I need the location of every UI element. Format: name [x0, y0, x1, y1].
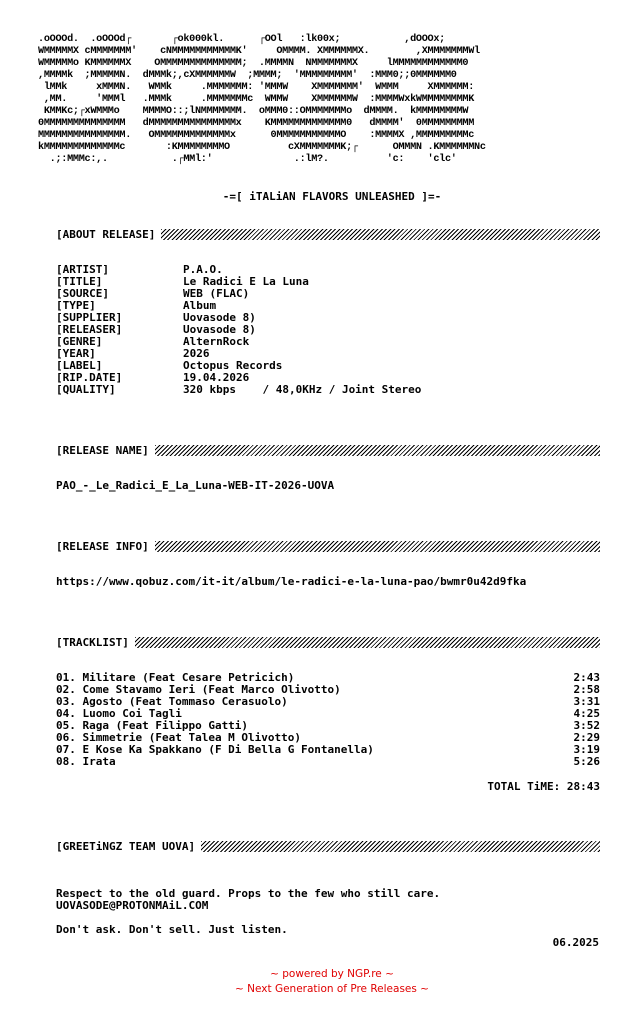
- greetings-line: Respect to the old guard. Props to the few who still care.: [56, 887, 441, 900]
- detail-value: Le Radici E La Luna: [183, 275, 309, 288]
- release-date: 06.2025: [552, 936, 599, 949]
- track-duration: 2:43: [573, 671, 600, 684]
- detail-key: [TITLE]: [56, 275, 103, 288]
- hatch-divider: [135, 637, 600, 648]
- track-row: [56, 756, 600, 768]
- detail-value: AlternRock: [183, 335, 250, 348]
- greetings-line: Don't ask. Don't sell. Just listen.: [56, 923, 288, 936]
- track-row: [56, 744, 600, 756]
- detail-value: 320 kbps / 48,0KHz / Joint Stereo: [183, 383, 422, 396]
- detail-value: Uovasode 8): [183, 323, 256, 336]
- track-duration: 3:31: [573, 695, 600, 708]
- track-duration: 2:29: [573, 731, 600, 744]
- detail-key: [SOURCE]: [56, 287, 109, 300]
- hatch-divider: [201, 841, 600, 852]
- track-duration: 5:26: [573, 755, 600, 768]
- detail-key: [GENRE]: [56, 335, 103, 348]
- section-header-release-name: [56, 443, 600, 457]
- track-title: 07. E Kose Ka Spakkano (F Di Bella G Fontanella): [56, 743, 374, 756]
- track-title: 03. Agosto (Feat Tommaso Cerasuolo): [56, 695, 288, 708]
- detail-key: [RIP.DATE]: [56, 371, 123, 384]
- section-header-greetings: [56, 839, 600, 853]
- track-duration: 3:19: [573, 743, 600, 756]
- detail-key: [SUPPLIER]: [56, 311, 123, 324]
- section-header-tracklist: [56, 635, 600, 649]
- release-name-value: PAO_-_Le_Radici_E_La_Luna-WEB-IT-2026-UOVA: [56, 479, 335, 492]
- section-title-release-info: [RELEASE INFO]: [56, 539, 149, 553]
- section-title-greetings: [GREETiNGZ TEAM UOVA]: [56, 839, 196, 853]
- release-info-link[interactable]: https://www.qobuz.com/it-it/album/le-radici-e-la-luna-pao/bwmr0u42d9fka: [56, 575, 527, 588]
- track-title: 01. Militare (Feat Cesare Petricich): [56, 671, 295, 684]
- detail-value: 19.04.2026: [183, 371, 250, 384]
- footer-tagline: ~ Next Generation of Pre Releases ~: [235, 983, 429, 995]
- track-duration: 4:25: [573, 707, 600, 720]
- track-duration: 3:52: [573, 719, 600, 732]
- detail-key: [ARTIST]: [56, 263, 109, 276]
- ascii-art-logo: .oOOOd. .oOOOd┌ ┌ok000kl. ┌OOl :lk00x; ,dOOOx; WMMMMMX cMMMMMMM' cNMMMMMMMMMMMK' OMMMM. XMMMMMMX. ,XMMMMMMMWl WMMMMMo KMMMMMMX OMMMMMMMMMMMMMM; .MMMMN NMMMMMMMX lMMMMMMMMMMMM0 ,MMMMk ;MMMMMN. dMMMk;,cXMMMMMMW ;MMMM; 'MMMMMMMMM' :MMM0;;0MMMMMM0 lMMk xMMMN. WMMk .MMMMMMM: 'MMMW XMMMMMMM' WMMM XMMMMMM: ,MM. 'MMMl .MMMk .MMMMMMMc WMMW XMMMMMMW :MMMMWxkWMMMMMMMMK KMMKc;┌xWMMMo MMMMO::;lNMMMMMMM. oMMM0::OMMMMMMMo dMMMM. kMMMMMMMMW 0MMMMMMMMMMMMMM dMMMMMMMMMMMMMMMx KMMMMMMMMMMMMM0 dMMMM' 0MMMMMMMMM MMMMMMMMMMMMMMM. OMMMMMMMMMMMMMx 0MMMMMMMMMMMO :MMMMX ,MMMMMMMMMc kMMMMMMMMMMMMMc :KMMMMMMMMO cXMMMMMMMK;┌ OMMMN .KMMMMMMNc .;:MMMc:,. .┌MMl:' .:lM?. 'c: 'clc': [38, 34, 486, 165]
- track-title: 06. Simmetrie (Feat Talea M Olivotto): [56, 731, 302, 744]
- detail-value: Album: [183, 299, 217, 312]
- detail-key: [LABEL]: [56, 359, 103, 372]
- hatch-divider: [155, 541, 600, 552]
- detail-value: WEB (FLAC): [183, 287, 250, 300]
- track-title: 02. Come Stavamo Ieri (Feat Marco Olivotto): [56, 683, 341, 696]
- section-title-release-name: [RELEASE NAME]: [56, 443, 149, 457]
- total-time: TOTAL TiME: 28:43: [487, 780, 600, 793]
- release-tagline: -=[ iTALiAN FLAVORS UNLEASHED ]=-: [222, 190, 442, 203]
- detail-row: [56, 336, 421, 348]
- detail-key: [QUALITY]: [56, 383, 116, 396]
- track-duration: 2:58: [573, 683, 600, 696]
- contact-email[interactable]: UOVASODE@PROTONMAiL.COM: [56, 899, 209, 912]
- hatch-divider: [155, 445, 600, 456]
- section-header-release-info: [56, 539, 600, 553]
- hatch-divider: [161, 229, 600, 240]
- track-title: 04. Luomo Coi Tagli: [56, 707, 182, 720]
- track-title: 08. Irata: [56, 755, 116, 768]
- detail-key: [RELEASER]: [56, 323, 123, 336]
- section-title-tracklist: [TRACKLIST]: [56, 635, 129, 649]
- detail-row: [56, 288, 421, 300]
- section-header-about: [56, 227, 600, 241]
- section-title-about: [ABOUT RELEASE]: [56, 227, 156, 241]
- detail-key: [TYPE]: [56, 299, 96, 312]
- detail-value: Uovasode 8): [183, 311, 256, 324]
- detail-value: P.A.O.: [183, 263, 223, 276]
- detail-row: [56, 384, 421, 396]
- tracklist: [56, 672, 600, 768]
- detail-value: Octopus Records: [183, 359, 283, 372]
- detail-key: [YEAR]: [56, 347, 96, 360]
- track-title: 05. Raga (Feat Filippo Gatti): [56, 719, 249, 732]
- release-details: [56, 264, 421, 396]
- detail-value: 2026: [183, 347, 210, 360]
- footer-powered-by[interactable]: ~ powered by NGP.re ~: [270, 968, 394, 980]
